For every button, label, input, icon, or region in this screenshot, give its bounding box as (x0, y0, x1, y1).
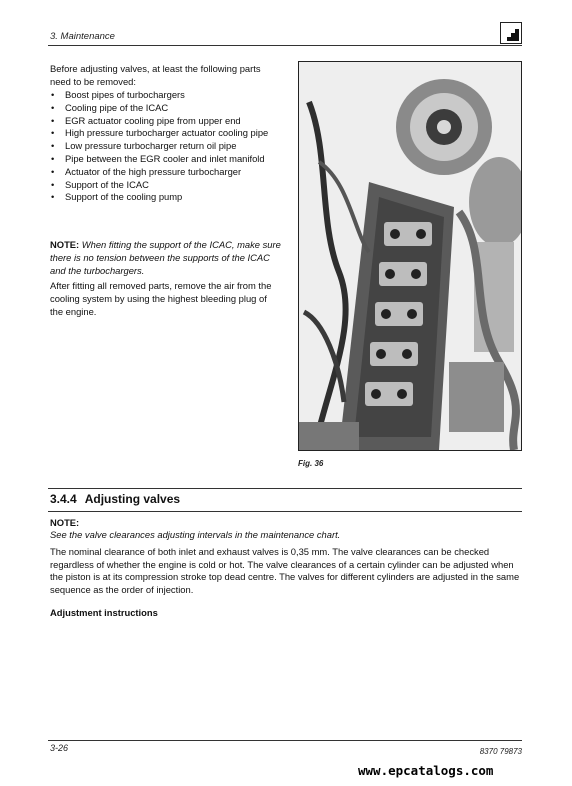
engine-illustration-icon (299, 62, 521, 450)
note-text: See the valve clearances adjusting intervals in the maintenance chart. (50, 529, 341, 540)
parts-list (50, 89, 282, 204)
running-header: 3. Maintenance (50, 31, 115, 42)
list-item: • Actuator of the high pressure turbocharger (51, 165, 242, 177)
bullet-icon: • (51, 165, 55, 177)
staircase-logo-icon (500, 22, 522, 44)
list-item: • Support of the ICAC (51, 178, 149, 190)
engine-photo (298, 61, 522, 451)
bleeding-paragraph: After fitting all removed parts, remove the air from the cooling system by using the highest bleeding plug of the engine. (50, 280, 272, 317)
section-heading (50, 492, 180, 506)
list-item: • Support of the cooling pump (51, 191, 183, 203)
list-item: • EGR actuator cooling pipe from upper end (51, 114, 241, 126)
list-item: • Cooling pipe of the ICAC (51, 101, 169, 113)
bullet-icon: • (51, 127, 55, 139)
bullet-icon: • (51, 114, 55, 126)
bullet-icon: • (51, 178, 55, 190)
list-item: • Boost pipes of turbochargers (51, 89, 185, 100)
watermark: www.epcatalogs.com (358, 763, 494, 778)
fitting-note (50, 239, 282, 277)
bullet-icon: • (51, 101, 55, 113)
bullet-icon: • (51, 140, 55, 152)
list-item: • Pipe between the EGR cooler and inlet manifold (51, 152, 265, 164)
document-number: 8370 79873 (479, 747, 522, 756)
figure-caption: Fig. 36 (298, 459, 324, 468)
clearance-paragraph: The nominal clearance of both inlet and exhaust valves is 0,35 mm. The valve clearances can be checked regardless of whether the engine is cold or hot. The valve clearances of a certain cylinder can be adjusted when the piston is at its compression stroke top dead centre. The valves for different cylinders are adjusted in the same sequence as the order of injection. (50, 546, 520, 595)
bullet-icon: • (51, 89, 55, 100)
intro-paragraph: Before adjusting valves, at least the following parts need to be removed: (50, 63, 261, 87)
bullet-icon: • (51, 152, 55, 164)
bullet-icon: • (51, 191, 55, 203)
note-label: NOTE: (50, 517, 80, 528)
list-item: • High pressure turbocharger actuator cooling pipe (51, 127, 269, 139)
footer-rule (48, 740, 522, 741)
section-rule-bottom (48, 511, 522, 512)
section-rule-top (48, 488, 522, 489)
page-number: 3-26 (50, 743, 69, 753)
subheading: Adjustment instructions (50, 607, 158, 618)
list-item: • Low pressure turbocharger return oil pipe (51, 140, 237, 152)
header-rule (48, 45, 522, 46)
note-label: NOTE: (50, 239, 80, 250)
note-text: When fitting the support of the ICAC, make sure there is no tension between the supports of the ICAC and the turbochargers. (50, 239, 281, 276)
section-title: Adjusting valves (84, 492, 181, 506)
section-number: 3.4.4 (50, 492, 77, 506)
